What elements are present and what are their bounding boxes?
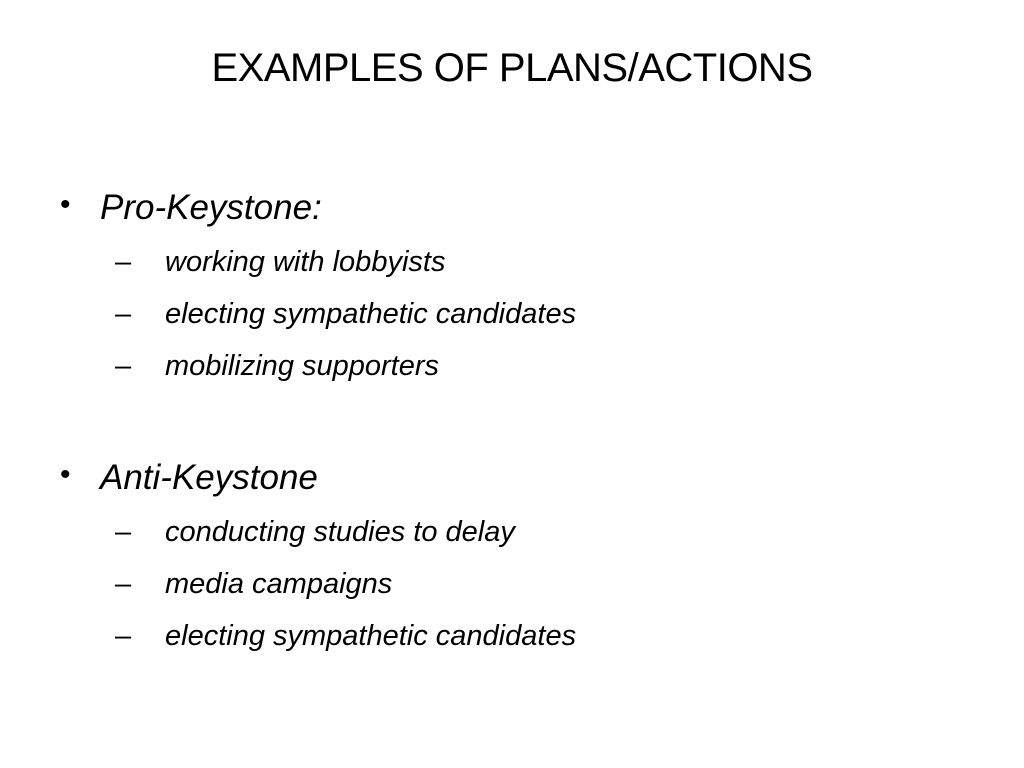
list-item <box>60 288 960 340</box>
dash-icon: – <box>115 620 132 652</box>
bullet-icon: • <box>60 188 71 221</box>
sub-list <box>60 506 960 662</box>
list-item-label: working with lobbyists <box>165 246 446 278</box>
list-item-label: electing sympathetic candidates <box>165 298 577 330</box>
dash-icon: – <box>115 350 132 382</box>
bullet-row <box>60 450 960 506</box>
section-pro-keystone <box>60 180 960 392</box>
bullet-icon: • <box>60 458 71 491</box>
dash-icon: – <box>115 516 132 548</box>
list-item-label: conducting studies to delay <box>165 516 515 548</box>
list-item <box>60 558 960 610</box>
slide-title: EXAMPLES OF PLANS/ACTIONS <box>211 46 813 90</box>
list-item <box>60 506 960 558</box>
section-heading: Anti-Keystone <box>100 458 318 497</box>
slide-content <box>60 180 960 662</box>
dash-icon: – <box>115 298 132 330</box>
bullet-row <box>60 180 960 236</box>
list-item <box>60 610 960 662</box>
section-anti-keystone <box>60 450 960 662</box>
sub-list <box>60 236 960 392</box>
list-item <box>60 340 960 392</box>
dash-icon: – <box>115 246 132 278</box>
list-item-label: mobilizing supporters <box>165 350 440 382</box>
section-heading: Pro-Keystone: <box>100 188 322 227</box>
list-item-label: electing sympathetic candidates <box>165 620 577 652</box>
list-item-label: media campaigns <box>165 568 393 600</box>
dash-icon: – <box>115 568 132 600</box>
list-item <box>60 236 960 288</box>
